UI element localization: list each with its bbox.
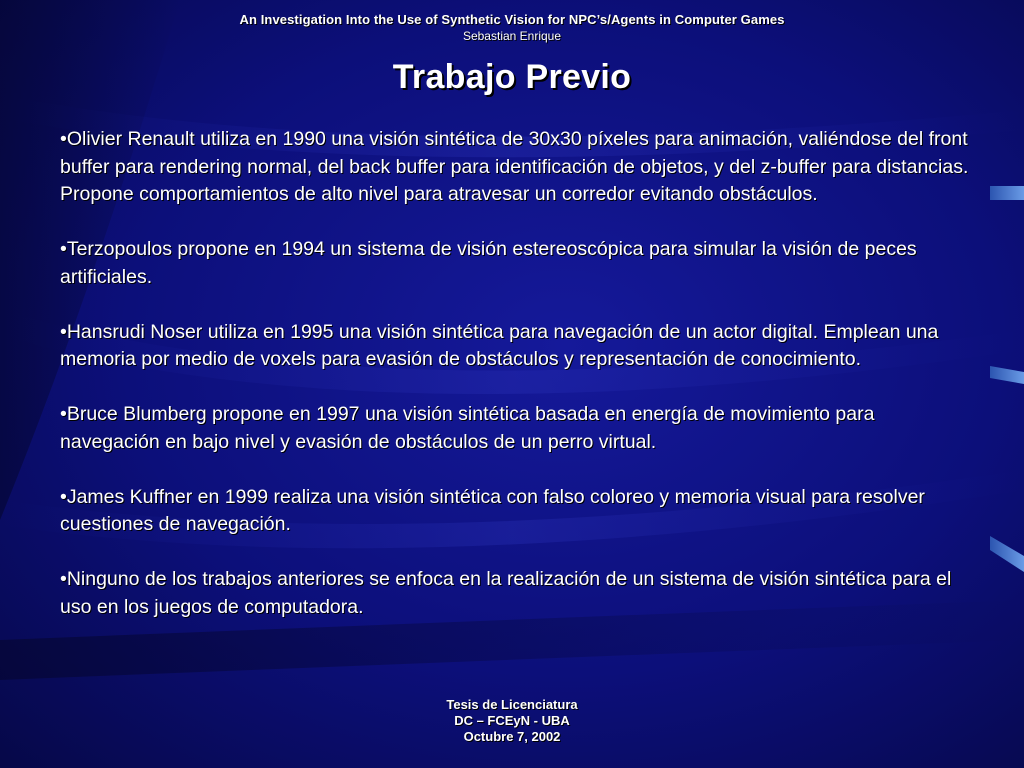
bullet-text: James Kuffner en 1999 realiza una visión sintética con falso coloreo y memoria visual para resolver cuestiones de navegación. xyxy=(60,485,925,535)
bullet-text: Terzopoulos propone en 1994 un sistema de visión estereoscópica para simular la visión de peces artificiales. xyxy=(60,238,917,288)
bullet-text: Hansrudi Noser utiliza en 1995 una visión sintética para navegación de un actor digital. Emplean una memoria por medio de voxels para evasión de obstáculos y representación de conocimiento. xyxy=(60,320,939,370)
accent-bar-3 xyxy=(990,536,1024,572)
bullet-item xyxy=(60,484,972,539)
bullet-item xyxy=(60,566,972,621)
bullet-item xyxy=(60,236,972,291)
bullet-marker: • xyxy=(60,485,67,508)
bullet-marker: • xyxy=(60,128,67,150)
bullet-text: Bruce Blumberg propone en 1997 una visión sintética basada en energía de movimiento para navegación en bajo nivel y evasión de obstáculos de un perro virtual. xyxy=(60,403,875,453)
accent-bar-2 xyxy=(990,366,1024,384)
bullet-item xyxy=(60,319,972,374)
bullet-marker: • xyxy=(60,320,67,343)
bullet-item xyxy=(60,401,972,456)
bullet-text: Olivier Renault utiliza en 1990 una visión sintética de 30x30 píxeles para animación, valiéndose del front buffer para rendering normal, del back buffer para identificación de objetos, y del z-buffer para distancias. Propone comportamientos de alto nivel para atravesar un corredor evitando obstáculos. xyxy=(60,128,969,205)
slide-header xyxy=(0,12,1024,43)
accent-bar-1 xyxy=(990,186,1024,200)
bullet-list xyxy=(60,126,972,621)
author-name: Sebastian Enrique xyxy=(462,29,562,43)
bullet-marker: • xyxy=(60,403,67,425)
slide-footer xyxy=(0,697,1024,745)
bullet-marker: • xyxy=(60,238,67,260)
bullet-text: Ninguno de los trabajos anteriores se enfoca en la realización de un sistema de visión sintética para el uso en los juegos de computadora. xyxy=(60,568,952,618)
footer-thesis: Tesis de Licenciatura xyxy=(446,697,578,712)
slide-title: Trabajo Previo xyxy=(392,58,632,96)
bullet-marker: • xyxy=(60,568,67,590)
bullet-item xyxy=(60,126,972,209)
presentation-title: An Investigation Into the Use of Synthetic Vision for NPC’s/Agents in Computer Games xyxy=(239,12,785,27)
footer-date: Octubre 7, 2002 xyxy=(463,729,561,744)
footer-institution: DC – FCEyN - UBA xyxy=(454,713,570,728)
